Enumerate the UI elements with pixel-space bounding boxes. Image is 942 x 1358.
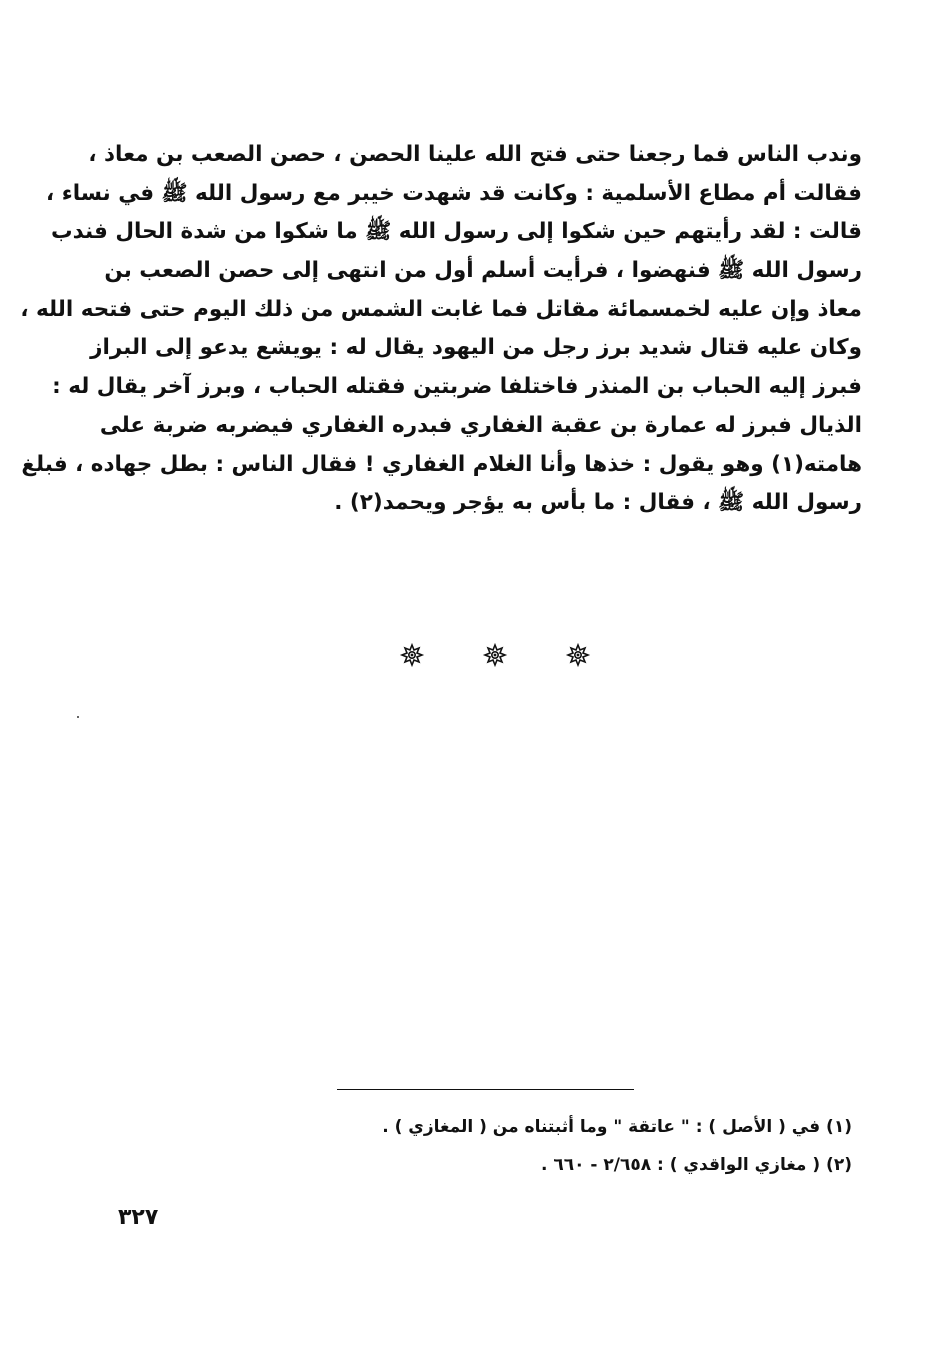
section-ornaments [400,640,590,670]
body-line-7: فبرز إليه الحباب بن المنذر فاختلفا ضربتين فقتله الحباب ، وبرز آخر يقال له : [52,374,862,400]
rosette-ornament-icon [400,643,424,667]
body-line-8: الذيال فبرز له عمارة بن عقبة الغفاري فبدره الغفاري فيضربه ضربة على [99,412,862,438]
footnote-1: (١) في ( الأصل ) : " عاتقة " وما أثبتناه من ( المغازي ) . [382,1117,852,1137]
body-line-3: قالت : لقد رأيتهم حين شكوا إلى رسول الله ﷺ ما شكوا من شدة الحال فندب [50,219,862,245]
page-number: ٣٢٧ [118,1205,159,1230]
footnotes [300,1108,852,1184]
body-line-6: وكان عليه قتال شديد برز رجل من اليهود يقال له : يويشع يدعو إلى البراز [90,335,862,361]
body-line-4: رسول الله ﷺ فنهضوا ، فرأيت أسلم أول من انتهى إلى حصن الصعب بن [104,258,862,284]
body-line-9: هامته(١) وهو يقول : خذها وأنا الغلام الغفاري ! فقال الناس : بطل جهاده ، فبلغ [21,451,862,477]
scan-speck [77,716,79,718]
footnote-2: (٢) ( مغازي الواقدي ) : ٢/٦٥٨ - ٦٦٠ . [540,1155,852,1175]
body-line-10: رسول الله ﷺ ، فقال : ما بأس به يؤجر ويحمد(٢) . [334,490,862,516]
body-text [20,136,862,523]
body-line-1: وندب الناس فما رجعنا حتى فتح الله علينا الحصن ، حصن الصعب بن معاذ ، [88,142,862,167]
rosette-ornament-icon [566,643,590,667]
rosette-ornament-icon [483,643,507,667]
body-line-5: معاذ وإن عليه لخمسمائة مقاتل فما غابت الشمس من ذلك اليوم حتى فتحه الله ، [20,296,862,322]
footnote-separator [337,1089,634,1090]
body-line-2: فقالت أم مطاع الأسلمية : وكانت قد شهدت خيبر مع رسول الله ﷺ في نساء ، [46,180,862,206]
